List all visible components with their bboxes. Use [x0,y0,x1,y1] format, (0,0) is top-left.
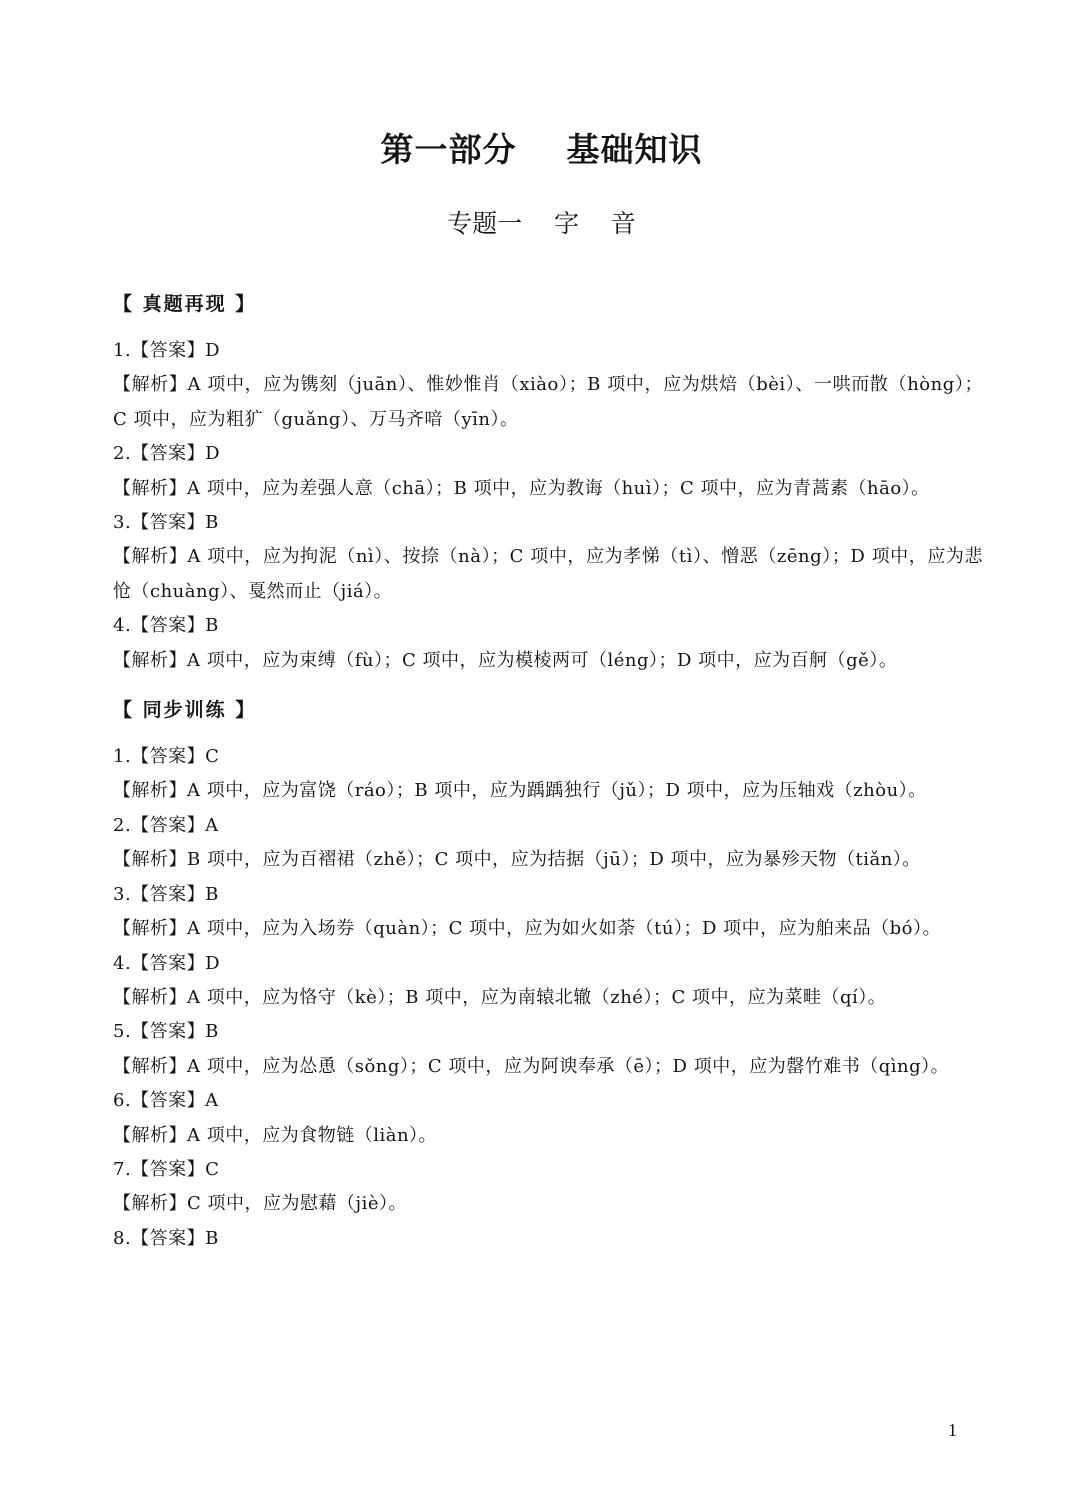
analysis-line: 【解析】A 项中，应为拘泥（nì）、按捺（nà）；C 项中，应为孝悌（tì）、憎恶（zēng）；D 项中，应为悲怆（chuàng）、戛然而止（jiá）。 [113,546,983,602]
answer-line: 5.【答案】B [113,1021,219,1043]
answer-line: 4.【答案】B [113,615,219,637]
analysis-line: 【解析】A 项中，应为差强人意（chā）；B 项中，应为教诲（huì）；C 项中，应为青蒿素（hāo）。 [113,477,930,499]
analysis-line: 【解析】A 项中，应为入场券（quàn）；C 项中，应为如火如荼（tú）；D 项中，应为舶来品（bó）。 [113,918,941,940]
answer-line: 1.【答案】D [113,340,221,361]
part-title: 第一部分 基础知识 [380,130,703,169]
answer-line: 1.【答案】C [113,746,220,768]
analysis-line: 【解析】A 项中，应为怂恿（sǒng）；C 项中，应为阿谀奉承（ē）；D 项中，应为罄竹难书（qìng）。 [113,1055,950,1077]
section-heading-sync-training: 【 同步训练 】 [113,699,257,722]
answer-line: 3.【答案】B [113,883,219,905]
analysis-line: 【解析】B 项中，应为百褶裙（zhě）；C 项中，应为拮据（jū）；D 项中，应为暴殄天物（tiǎn）。 [113,849,921,871]
answer-line: 7.【答案】C [113,1158,220,1180]
answer-line: 2.【答案】A [113,814,219,836]
analysis-line: 【解析】A 项中，应为恪守（kè）；B 项中，应为南辕北辙（zhé）；C 项中，应为菜畦（qí）。 [113,986,887,1008]
answer-line: 2.【答案】D [113,443,221,465]
answer-content [113,286,983,1256]
answer-line: 4.【答案】D [113,952,221,974]
page-number: 1 [948,1420,957,1440]
section-heading-past-exams: 【 真题再现 】 [113,293,257,315]
answer-line: 3.【答案】B [113,512,219,534]
topic-title: 专题一 字 音 [447,209,636,238]
answer-line: 8.【答案】B [113,1227,219,1249]
analysis-line: 【解析】A 项中，应为束缚（fù）；C 项中，应为模棱两可（léng）；D 项中，应为百舸（gě）。 [113,649,898,671]
analysis-line: 【解析】C 项中，应为慰藉（jiè）。 [113,1193,407,1215]
analysis-line: 【解析】A 项中，应为富饶（ráo）；B 项中，应为踽踽独行（jǔ）；D 项中，应为压轴戏（zhòu）。 [113,780,927,802]
analysis-line: 【解析】A 项中，应为食物链（liàn）。 [113,1124,438,1146]
answer-line: 6.【答案】A [113,1090,219,1112]
analysis-line: 【解析】A 项中，应为镌刻（juān）、惟妙惟肖（xiào）；B 项中，应为烘焙（bèi）、一哄而散（hòng）；C 项中，应为粗犷（guǎng）、万马齐喑（yīn）。 [113,374,983,430]
